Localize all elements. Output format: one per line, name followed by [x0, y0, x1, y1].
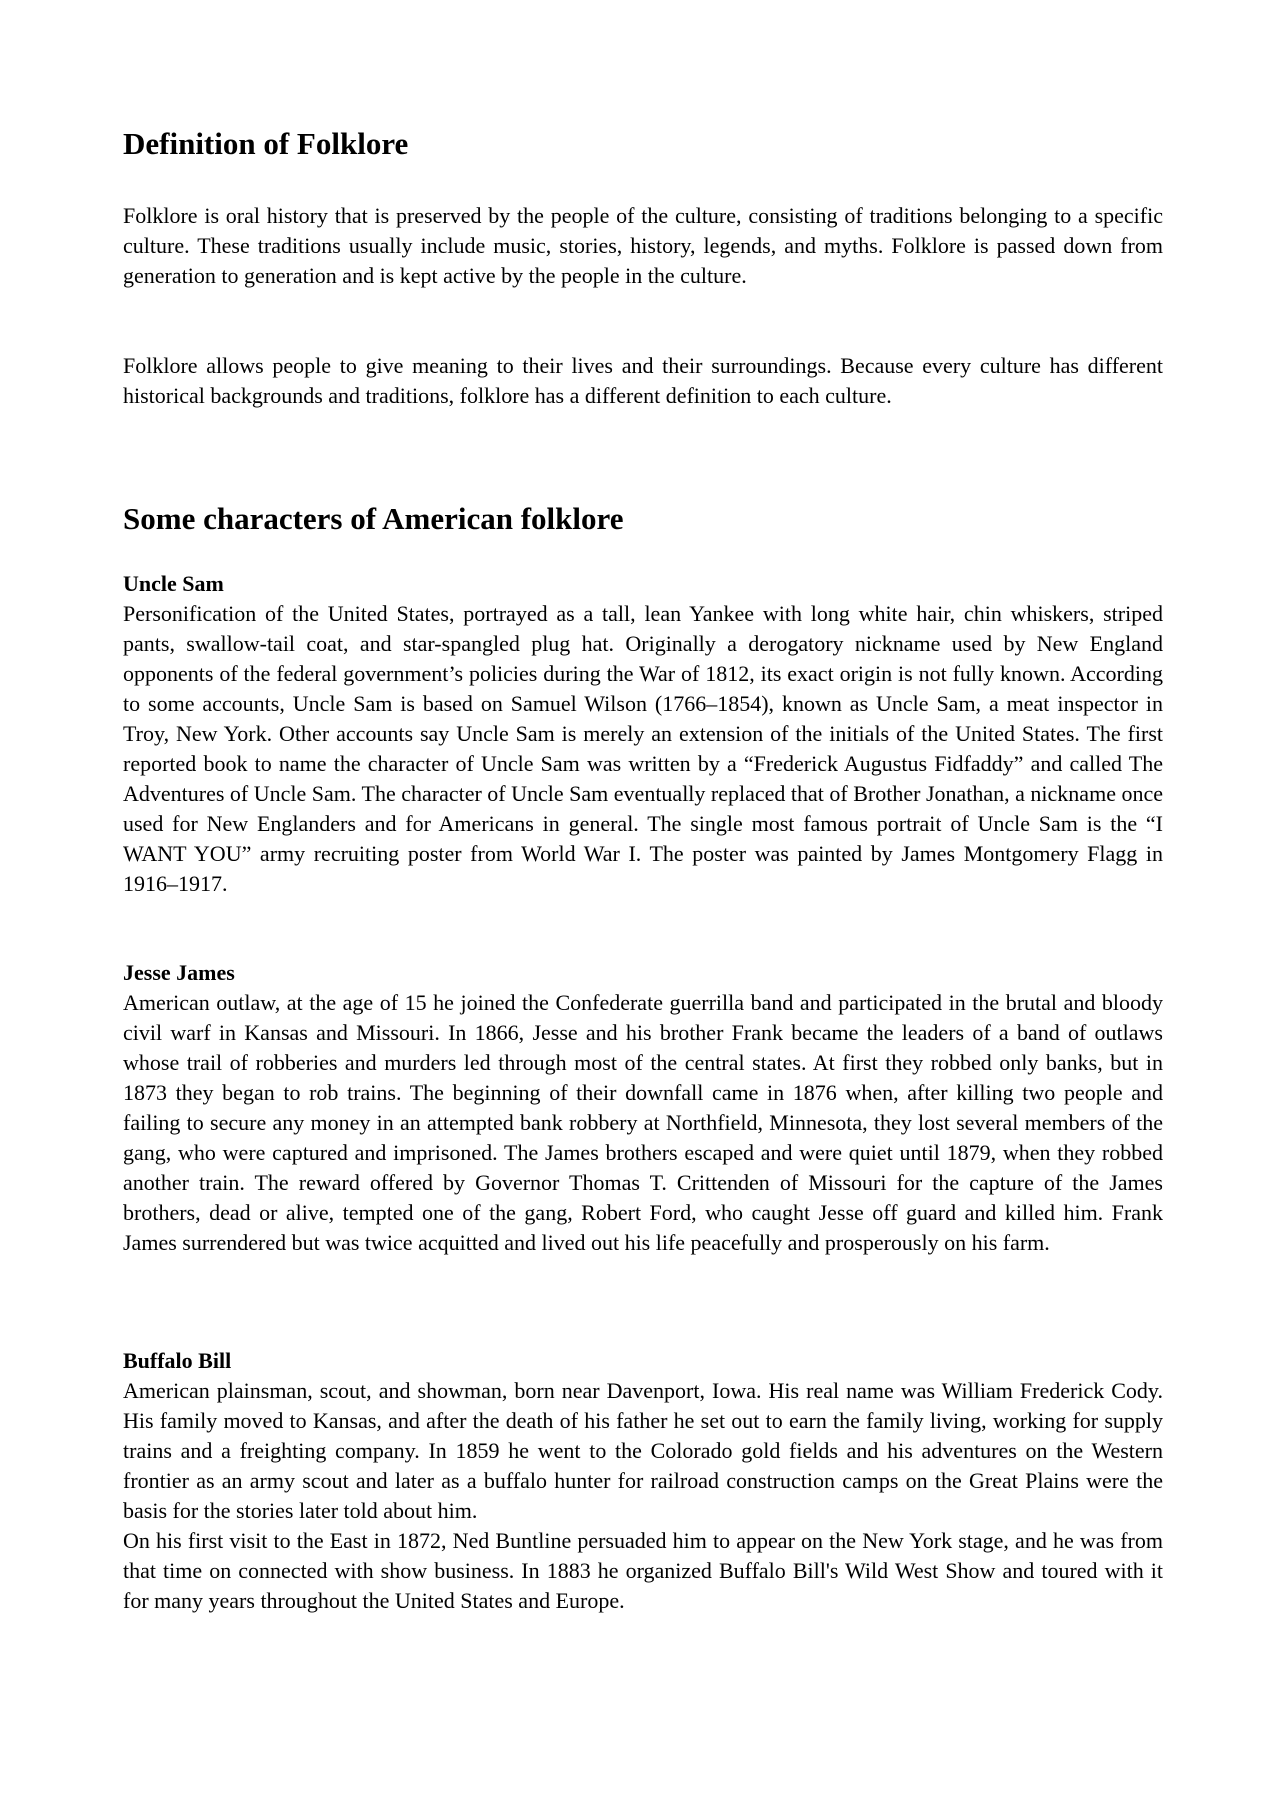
definition-heading: Definition of Folklore [123, 126, 409, 161]
jesse-james-title: Jesse James [123, 960, 235, 985]
buffalo-bill-title: Buffalo Bill [123, 1348, 232, 1373]
buffalo-bill-section [123, 1346, 1163, 1616]
uncle-sam-section [123, 569, 1163, 899]
characters-heading: Some characters of American folklore [123, 501, 624, 536]
buffalo-bill-text-1: American plainsman, scout, and showman, born near Davenport, Iowa. His real name was William Frederick Cody. His family moved to Kansas, and after the death of his father he set out to earn the family living, working for supply trains and a freighting company. In 1859 he went to the Colorado gold fields and his adventures on the Western frontier as an army scout and later as a buffalo hunter for railroad construction camps on the Great Plains were the basis for the stories later told about him. [123, 1378, 1163, 1523]
definition-paragraph-2: Folklore allows people to give meaning to their lives and their surroundings. Because every culture has different historical backgrounds and traditions, folklore has a different definition to each culture. [123, 353, 1163, 408]
uncle-sam-text: Personification of the United States, portrayed as a tall, lean Yankee with long white hair, chin whiskers, striped pants, swallow-tail coat, and star-spangled plug hat. Originally a derogatory nickname used by New England opponents of the federal government’s policies during the War of 1812, its exact origin is not fully known. According to some accounts, Uncle Sam is based on Samuel Wilson (1766–1854), known as Uncle Sam, a meat inspector in Troy, New York. Other accounts say Uncle Sam is merely an extension of the initials of the United States. The first reported book to name the character of Uncle Sam was written by a “Frederick Augustus Fidfaddy” and called The Adventures of Uncle Sam. The character of Uncle Sam eventually replaced that of Brother Jonathan, a nickname once used for New Englanders and for Americans in general. The single most famous portrait of Uncle Sam is the “I WANT YOU” army recruiting poster from World War I. The poster was painted by James Montgomery Flagg in 1916–1917. [123, 601, 1163, 896]
jesse-james-text: American outlaw, at the age of 15 he joined the Confederate guerrilla band and participated in the brutal and bloody civil warf in Kansas and Missouri. In 1866, Jesse and his brother Frank became the leaders of a band of outlaws whose trail of robberies and murders led through most of the central states. At first they robbed only banks, but in 1873 they began to rob trains. The beginning of their downfall came in 1876 when, after killing two people and failing to secure any money in an attempted bank robbery at Northfield, Minnesota, they lost several members of the gang, who were captured and imprisoned. The James brothers escaped and were quiet until 1879, when they robbed another train. The reward offered by Governor Thomas T. Crittenden of Missouri for the capture of the James brothers, dead or alive, tempted one of the gang, Robert Ford, who caught Jesse off guard and killed him. Frank James surrendered but was twice acquitted and lived out his life peacefully and prosperously on his farm. [123, 990, 1163, 1255]
jesse-james-section [123, 958, 1163, 1258]
buffalo-bill-text-2: On his first visit to the East in 1872, Ned Buntline persuaded him to appear on the New York stage, and he was from that time on connected with show business. In 1883 he organized Buffalo Bill's Wild West Show and toured with it for many years throughout the United States and Europe. [123, 1528, 1163, 1613]
definition-paragraph-1: Folklore is oral history that is preserved by the people of the culture, consisting of traditions belonging to a specific culture. These traditions usually include music, stories, history, legends, and myths. Folklore is passed down from generation to generation and is kept active by the people in the culture. [123, 203, 1163, 288]
uncle-sam-title: Uncle Sam [123, 571, 224, 596]
